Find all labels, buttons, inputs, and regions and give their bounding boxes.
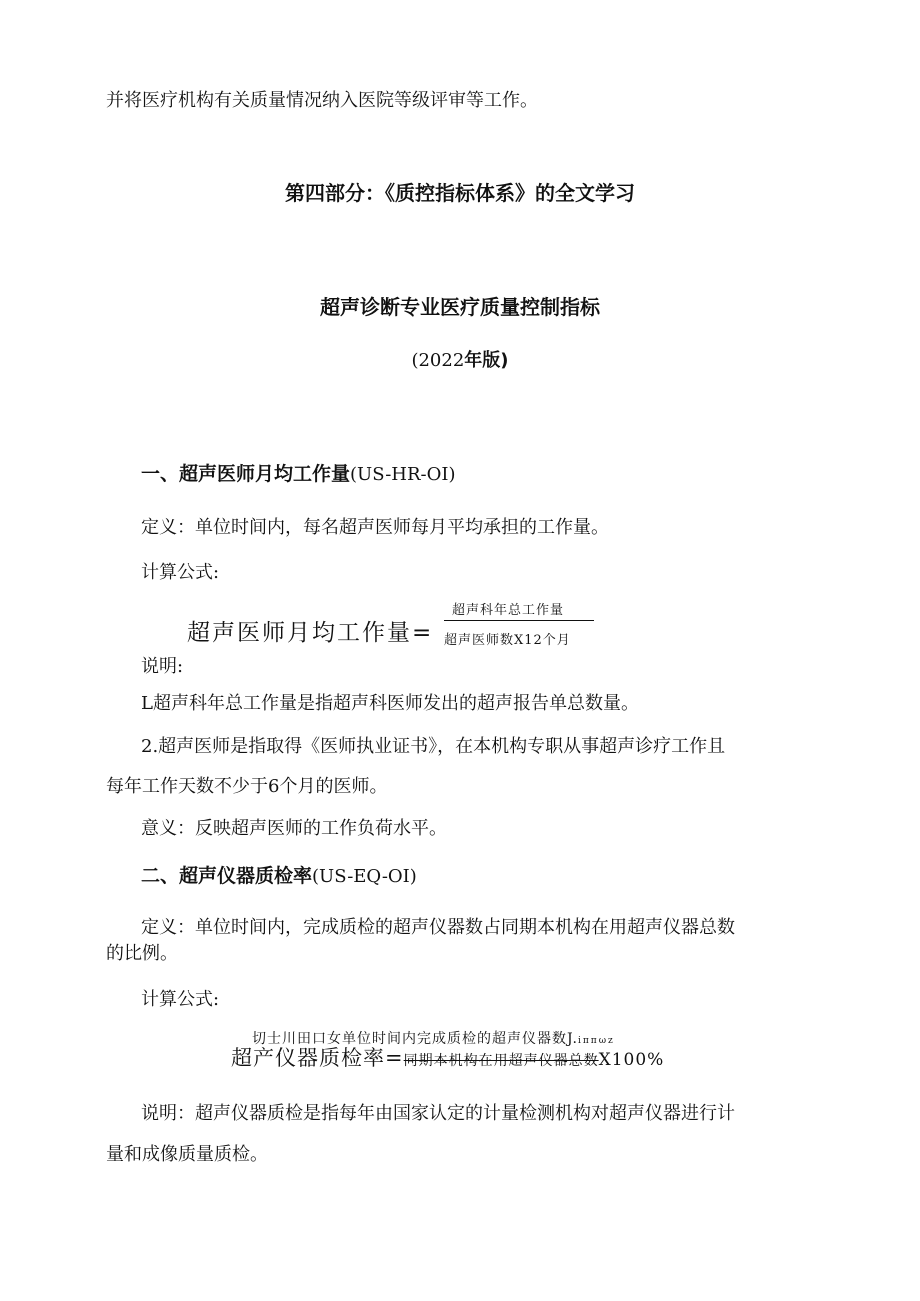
- section1-heading-main: 一、超声医师月均工作量: [141, 463, 351, 485]
- section1-formula-denominator: 超声医师数X12个月: [444, 633, 571, 648]
- section2-heading: [141, 864, 417, 889]
- section1-note1: L超声科年总工作量是指超声科医师发出的超声报告单总数量。: [141, 693, 639, 714]
- section1-formula-label: 计算公式:: [141, 562, 220, 583]
- section2-formula-numerator-text: 切士川田口女单位时间内完成质检的超声仪器数J.: [252, 1031, 578, 1047]
- section1-significance: 意义：反映超声医师的工作负荷水平。: [141, 818, 447, 839]
- section1-formula-numerator: 超声科年总工作量: [452, 603, 565, 618]
- section1-note2-line2: 每年工作天数不少于6个月的医师。: [106, 776, 388, 797]
- section2-definition-line1: 定义：单位时间内，完成质检的超声仪器数占同期本机构在用超声仪器总数: [141, 917, 735, 938]
- section2-notes-line2: 量和成像质量质检。: [106, 1144, 268, 1165]
- section2-formula-numerator-tail: iππωz: [577, 1036, 615, 1046]
- section2-formula-label: 计算公式:: [141, 989, 220, 1010]
- section1-definition: 定义：单位时间内，每名超声医师每月平均承担的工作量。: [141, 517, 609, 538]
- edition-suffix: 年版): [464, 350, 509, 371]
- section2-formula-lhs: 超产仪器质检率=: [231, 1046, 404, 1070]
- section1-notes-label: 说明:: [141, 656, 184, 677]
- section2-definition-line2: 的比例。: [106, 943, 178, 964]
- section1-formula-lhs: 超声医师月均工作量=: [187, 620, 434, 646]
- section2-formula: [231, 1042, 664, 1072]
- section1-fraction-bar: [444, 620, 594, 621]
- section2-heading-main: 二、超声仪器质检率: [141, 865, 313, 887]
- section1-heading: [141, 462, 456, 487]
- document-title: 超声诊断专业医疗质量控制指标: [320, 295, 600, 319]
- section2-heading-code: (US-EQ-OI): [312, 866, 417, 887]
- section2-notes-line1: 说明：超声仪器质检是指每年由国家认定的计量检测机构对超声仪器进行计: [141, 1103, 735, 1124]
- section1-heading-code: (US-HR-OI): [350, 464, 456, 485]
- section1-note2-line1: 2.超声医师是指取得《医师执业证书》，在本机构专职从事超声诊疗工作且: [141, 736, 726, 757]
- edition-label: [0, 349, 920, 373]
- intro-line: 并将医疗机构有关质量情况纳入医院等级评审等工作。: [106, 90, 538, 111]
- section2-formula-denominator: 同期本机构在用超声仪器总数: [403, 1053, 599, 1069]
- section2-formula-tail: X100%: [598, 1050, 665, 1070]
- part-heading: 第四部分：《质控指标体系》的全文学习: [285, 181, 635, 205]
- edition-year: (2022: [411, 350, 465, 371]
